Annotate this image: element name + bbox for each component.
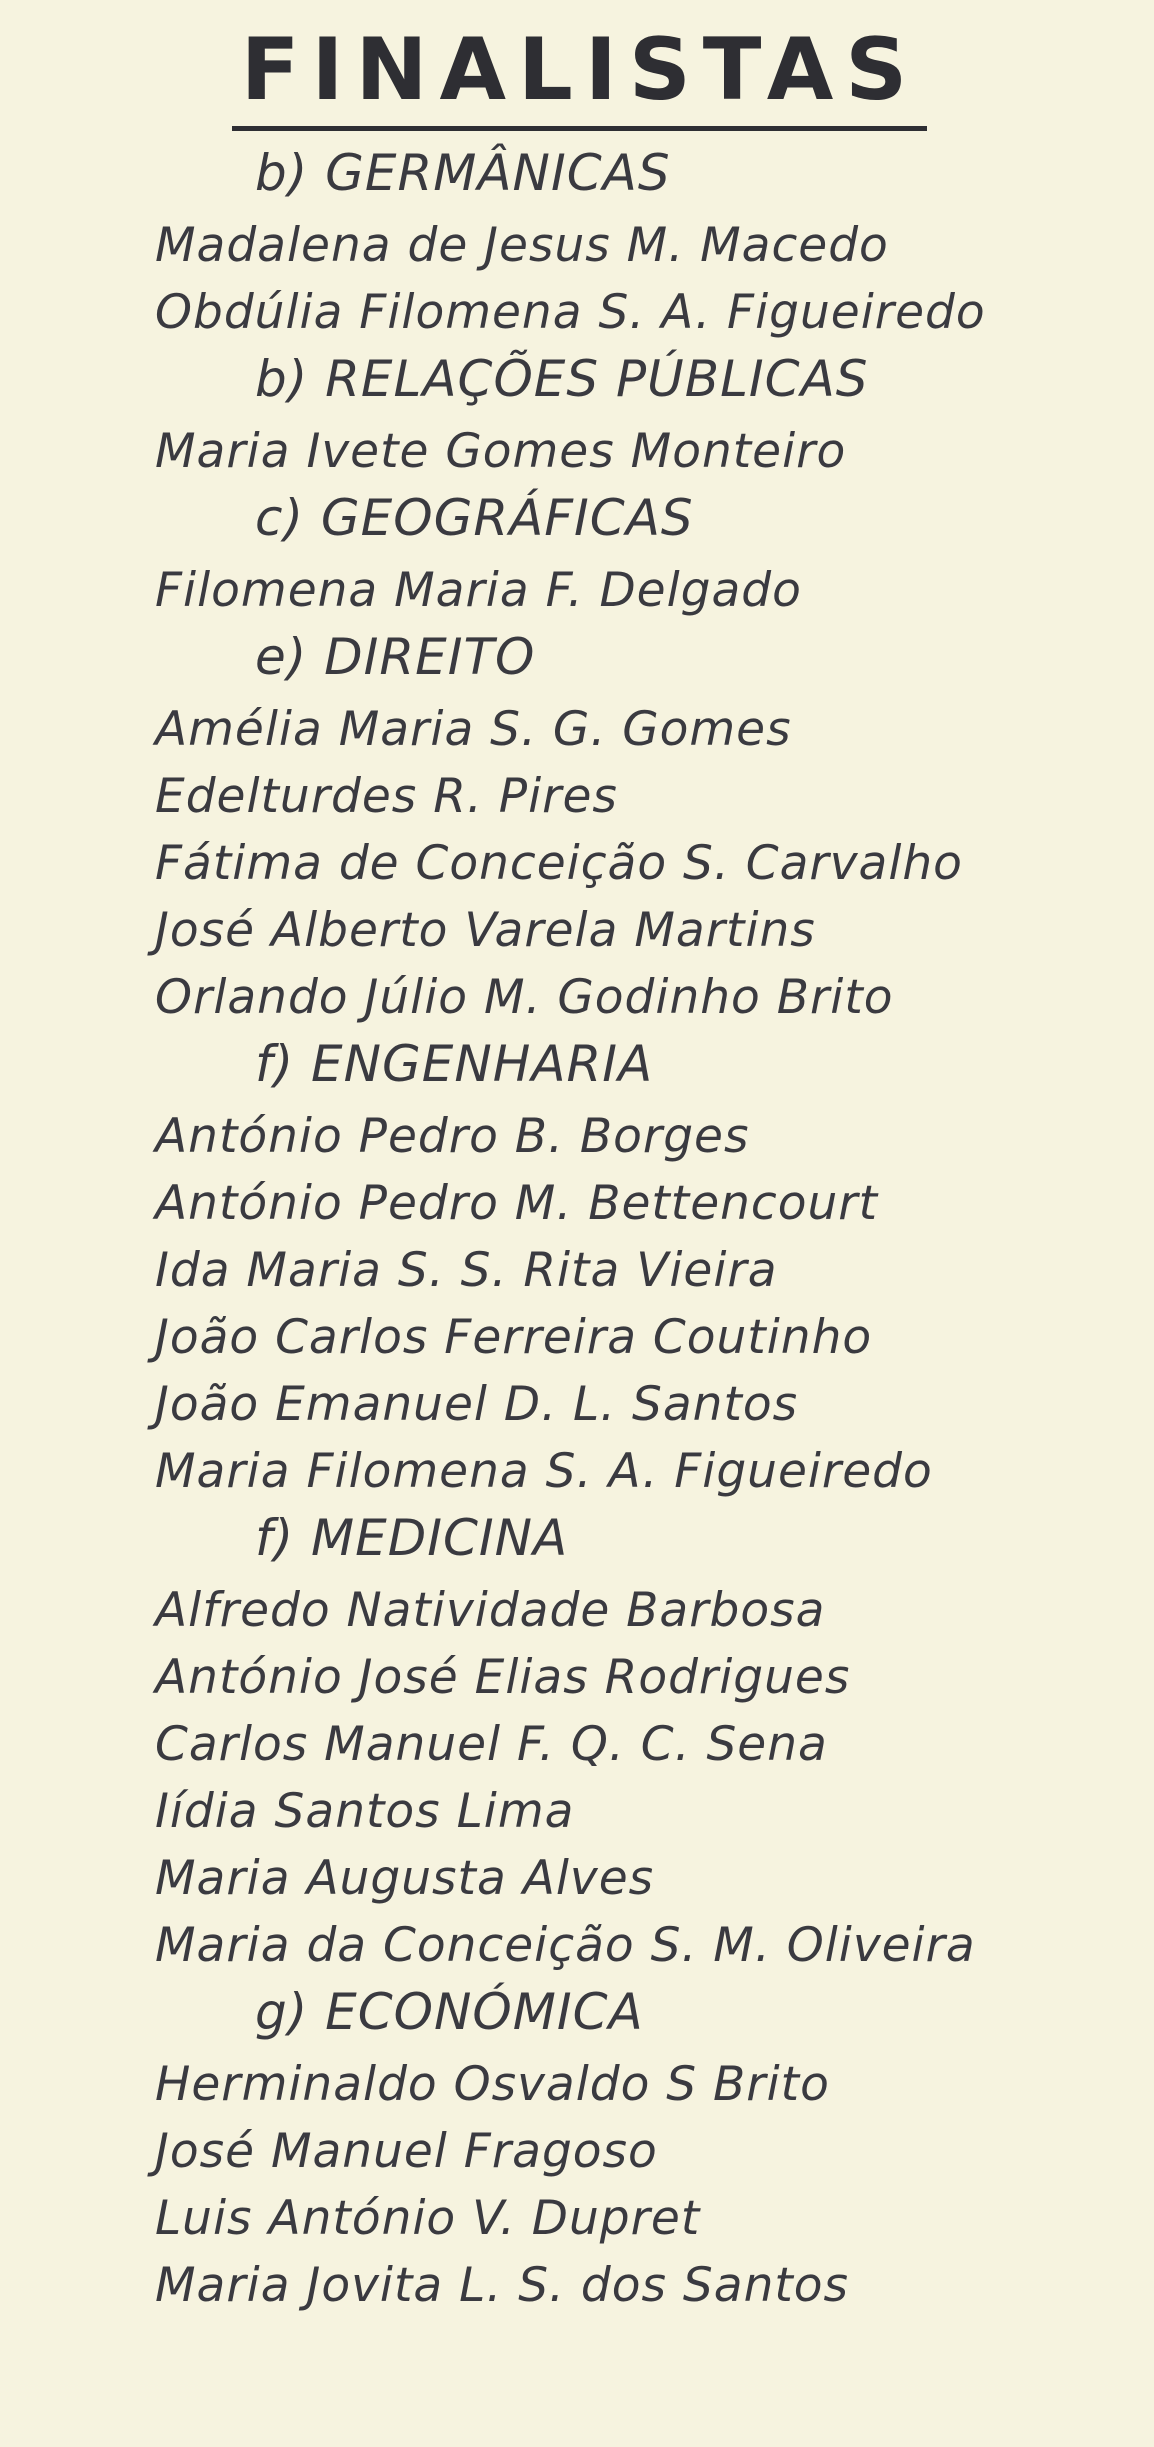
finalist-name: Filomena Maria F. Delgado [155,563,802,618]
section-economica [155,1979,1115,2319]
section-heading: f) MEDICINA [255,1509,569,1567]
section-germanicas [155,140,1115,346]
finalist-name: Obdúlia Filomena S. A. Figueiredo [155,285,986,340]
section-heading: g) ECONÓMICA [255,1983,644,2041]
finalist-name: José Manuel Fragoso [155,2124,658,2179]
finalist-name: Maria Ivete Gomes Monteiro [155,424,847,479]
finalist-name: Fátima de Conceição S. Carvalho [155,836,963,891]
finalist-name: José Alberto Varela Martins [155,903,816,958]
finalist-name: Maria Augusta Alves [155,1851,655,1906]
finalist-name: António Pedro B. Borges [155,1109,750,1164]
section-heading: b) GERMÂNICAS [255,144,671,202]
section-heading: e) DIREITO [255,628,536,686]
finalist-name: Amélia Maria S. G. Gomes [155,702,792,757]
section-heading: f) ENGENHARIA [255,1035,654,1093]
finalist-name: João Emanuel D. L. Santos [155,1377,799,1432]
section-heading: b) RELAÇÕES PÚBLICAS [255,350,869,408]
finalist-name: Ida Maria S. S. Rita Vieira [155,1243,778,1298]
finalist-name: Iídia Santos Lima [155,1784,575,1839]
finalist-name: Madalena de Jesus M. Macedo [155,218,889,273]
finalist-name: Maria da Conceição S. M. Oliveira [155,1918,976,1973]
section-direito [155,624,1115,1031]
finalist-name: Carlos Manuel F. Q. C. Sena [155,1717,828,1772]
finalist-name: Herminaldo Osvaldo S Brito [155,2057,830,2112]
finalist-name: António José Elias Rodrigues [155,1650,851,1705]
finalist-name: António Pedro M. Bettencourt [155,1176,879,1231]
finalist-name: João Carlos Ferreira Coutinho [155,1310,873,1365]
title-underline [232,126,927,131]
section-medicina [155,1505,1115,1979]
finalist-name: Luis António V. Dupret [155,2191,701,2246]
section-engenharia [155,1031,1115,1505]
finalist-name: Maria Jovita L. S. dos Santos [155,2258,850,2313]
finalist-name: Maria Filomena S. A. Figueiredo [155,1444,933,1499]
finalist-name: Alfredo Natividade Barbosa [155,1583,826,1638]
section-heading: c) GEOGRÁFICAS [255,489,694,547]
page-title: FINALISTAS [240,20,920,120]
finalist-name: Edelturdes R. Pires [155,769,618,824]
finalist-name: Orlando Júlio M. Godinho Brito [155,970,894,1025]
section-geograficas [155,485,1115,624]
section-relacoes-publicas [155,346,1115,485]
finalists-list [155,140,1115,2319]
